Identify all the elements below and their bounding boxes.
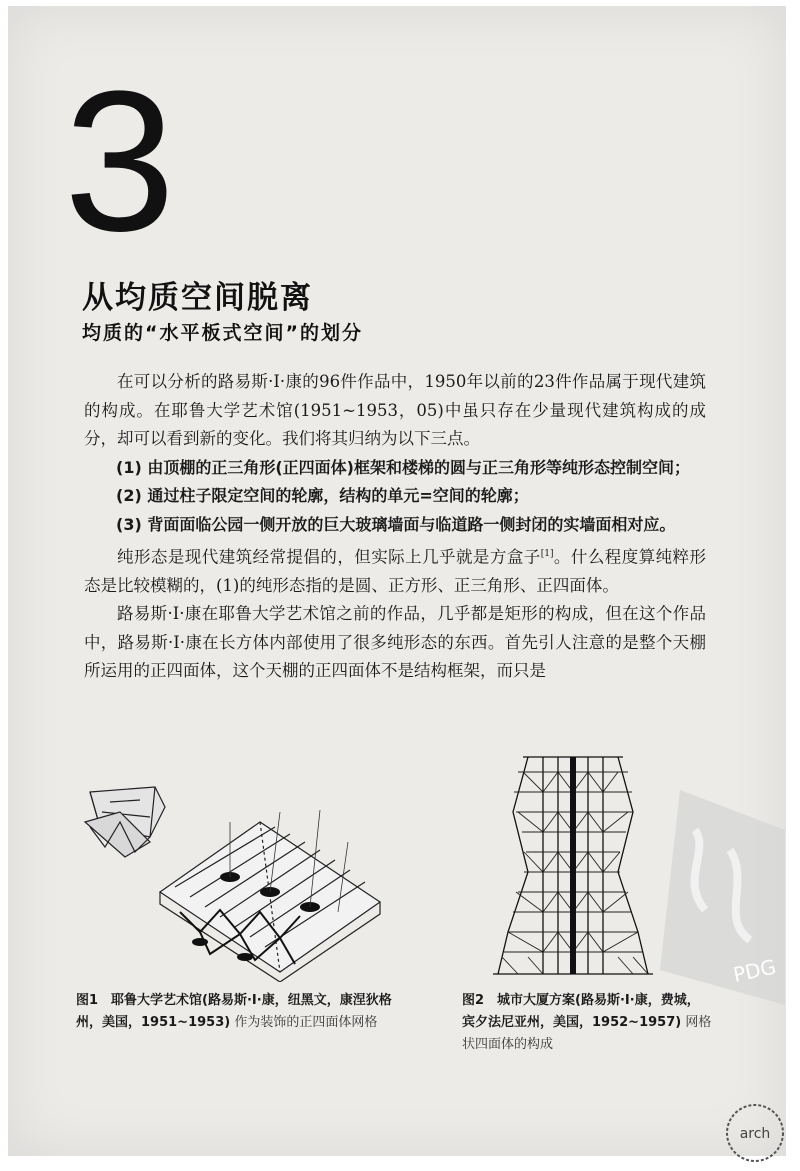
arch-logo: [724, 1102, 786, 1164]
figure-1-desc: 作为装饰的正四面体网格: [234, 1015, 378, 1030]
body-text: [84, 368, 706, 686]
figure-2-desc: 网格状四面体的构成: [462, 1015, 712, 1052]
figure-1-label: 图1 耶鲁大学艺术馆(路易斯·I·康，纽黑文，康涅狄格州，美国，1951~1953): [76, 993, 392, 1030]
logo-text: arch: [739, 1126, 771, 1142]
figure-1-drawing: [80, 782, 385, 982]
pdg-watermark: [640, 770, 790, 1010]
figure-2-label: 图2 城市大厦方案(路易斯·I·康，费城，宾夕法尼亚州，美国，1952~1957): [462, 993, 700, 1030]
paragraph-kahn-works: 路易斯·I·康在耶鲁大学艺术馆之前的作品，几乎都是矩形的构成，但在这个作品中，路易斯·I·康在长方体内部使用了很多纯形态的东西。首先引人注意的是整个天棚所运用的正四面体，这个天棚的正四面体不是结构框架，而只是: [84, 604, 706, 681]
chapter-title: 从均质空间脱离: [82, 280, 313, 316]
paragraph-pure-form-a: 纯形态是现代建筑经常提倡的，但实际上几乎就是方盒子: [117, 547, 541, 567]
figure-1-caption: [76, 990, 396, 1034]
chapter-subtitle: 均质的“水平板式空间”的划分: [82, 322, 363, 344]
point-3: (3) 背面面临公园一侧开放的巨大玻璃墙面与临道路一侧封闭的实墙面相对应。: [116, 514, 676, 534]
watermark-text: PDG: [731, 954, 779, 987]
footnote-ref: [1]: [540, 548, 554, 559]
point-1: (1) 由顶棚的正三角形(正四面体)框架和楼梯的圆与正三角形等纯形态控制空间；: [116, 457, 690, 477]
paragraph-pure-form: [84, 540, 706, 601]
paragraph-pure-form-b: 。什么程度算纯粹形态是比较模糊的，(1)的纯形态指的是圆、正方形、正三角形、正四面体。: [84, 547, 707, 595]
chapter-number: 3: [64, 50, 176, 273]
figure-2-drawing: [488, 752, 658, 980]
point-2: (2) 通过柱子限定空间的轮廓，结构的单元=空间的轮廓；: [116, 486, 529, 506]
paragraph-intro: 在可以分析的路易斯·I·康的96件作品中，1950年以前的23件作品属于现代建筑的构成。在耶鲁大学艺术馆(1951~1953，05)中虽只存在少量现代建筑构成的成分，却可以看到新的变化。我们将其归纳为以下三点。: [84, 372, 706, 449]
